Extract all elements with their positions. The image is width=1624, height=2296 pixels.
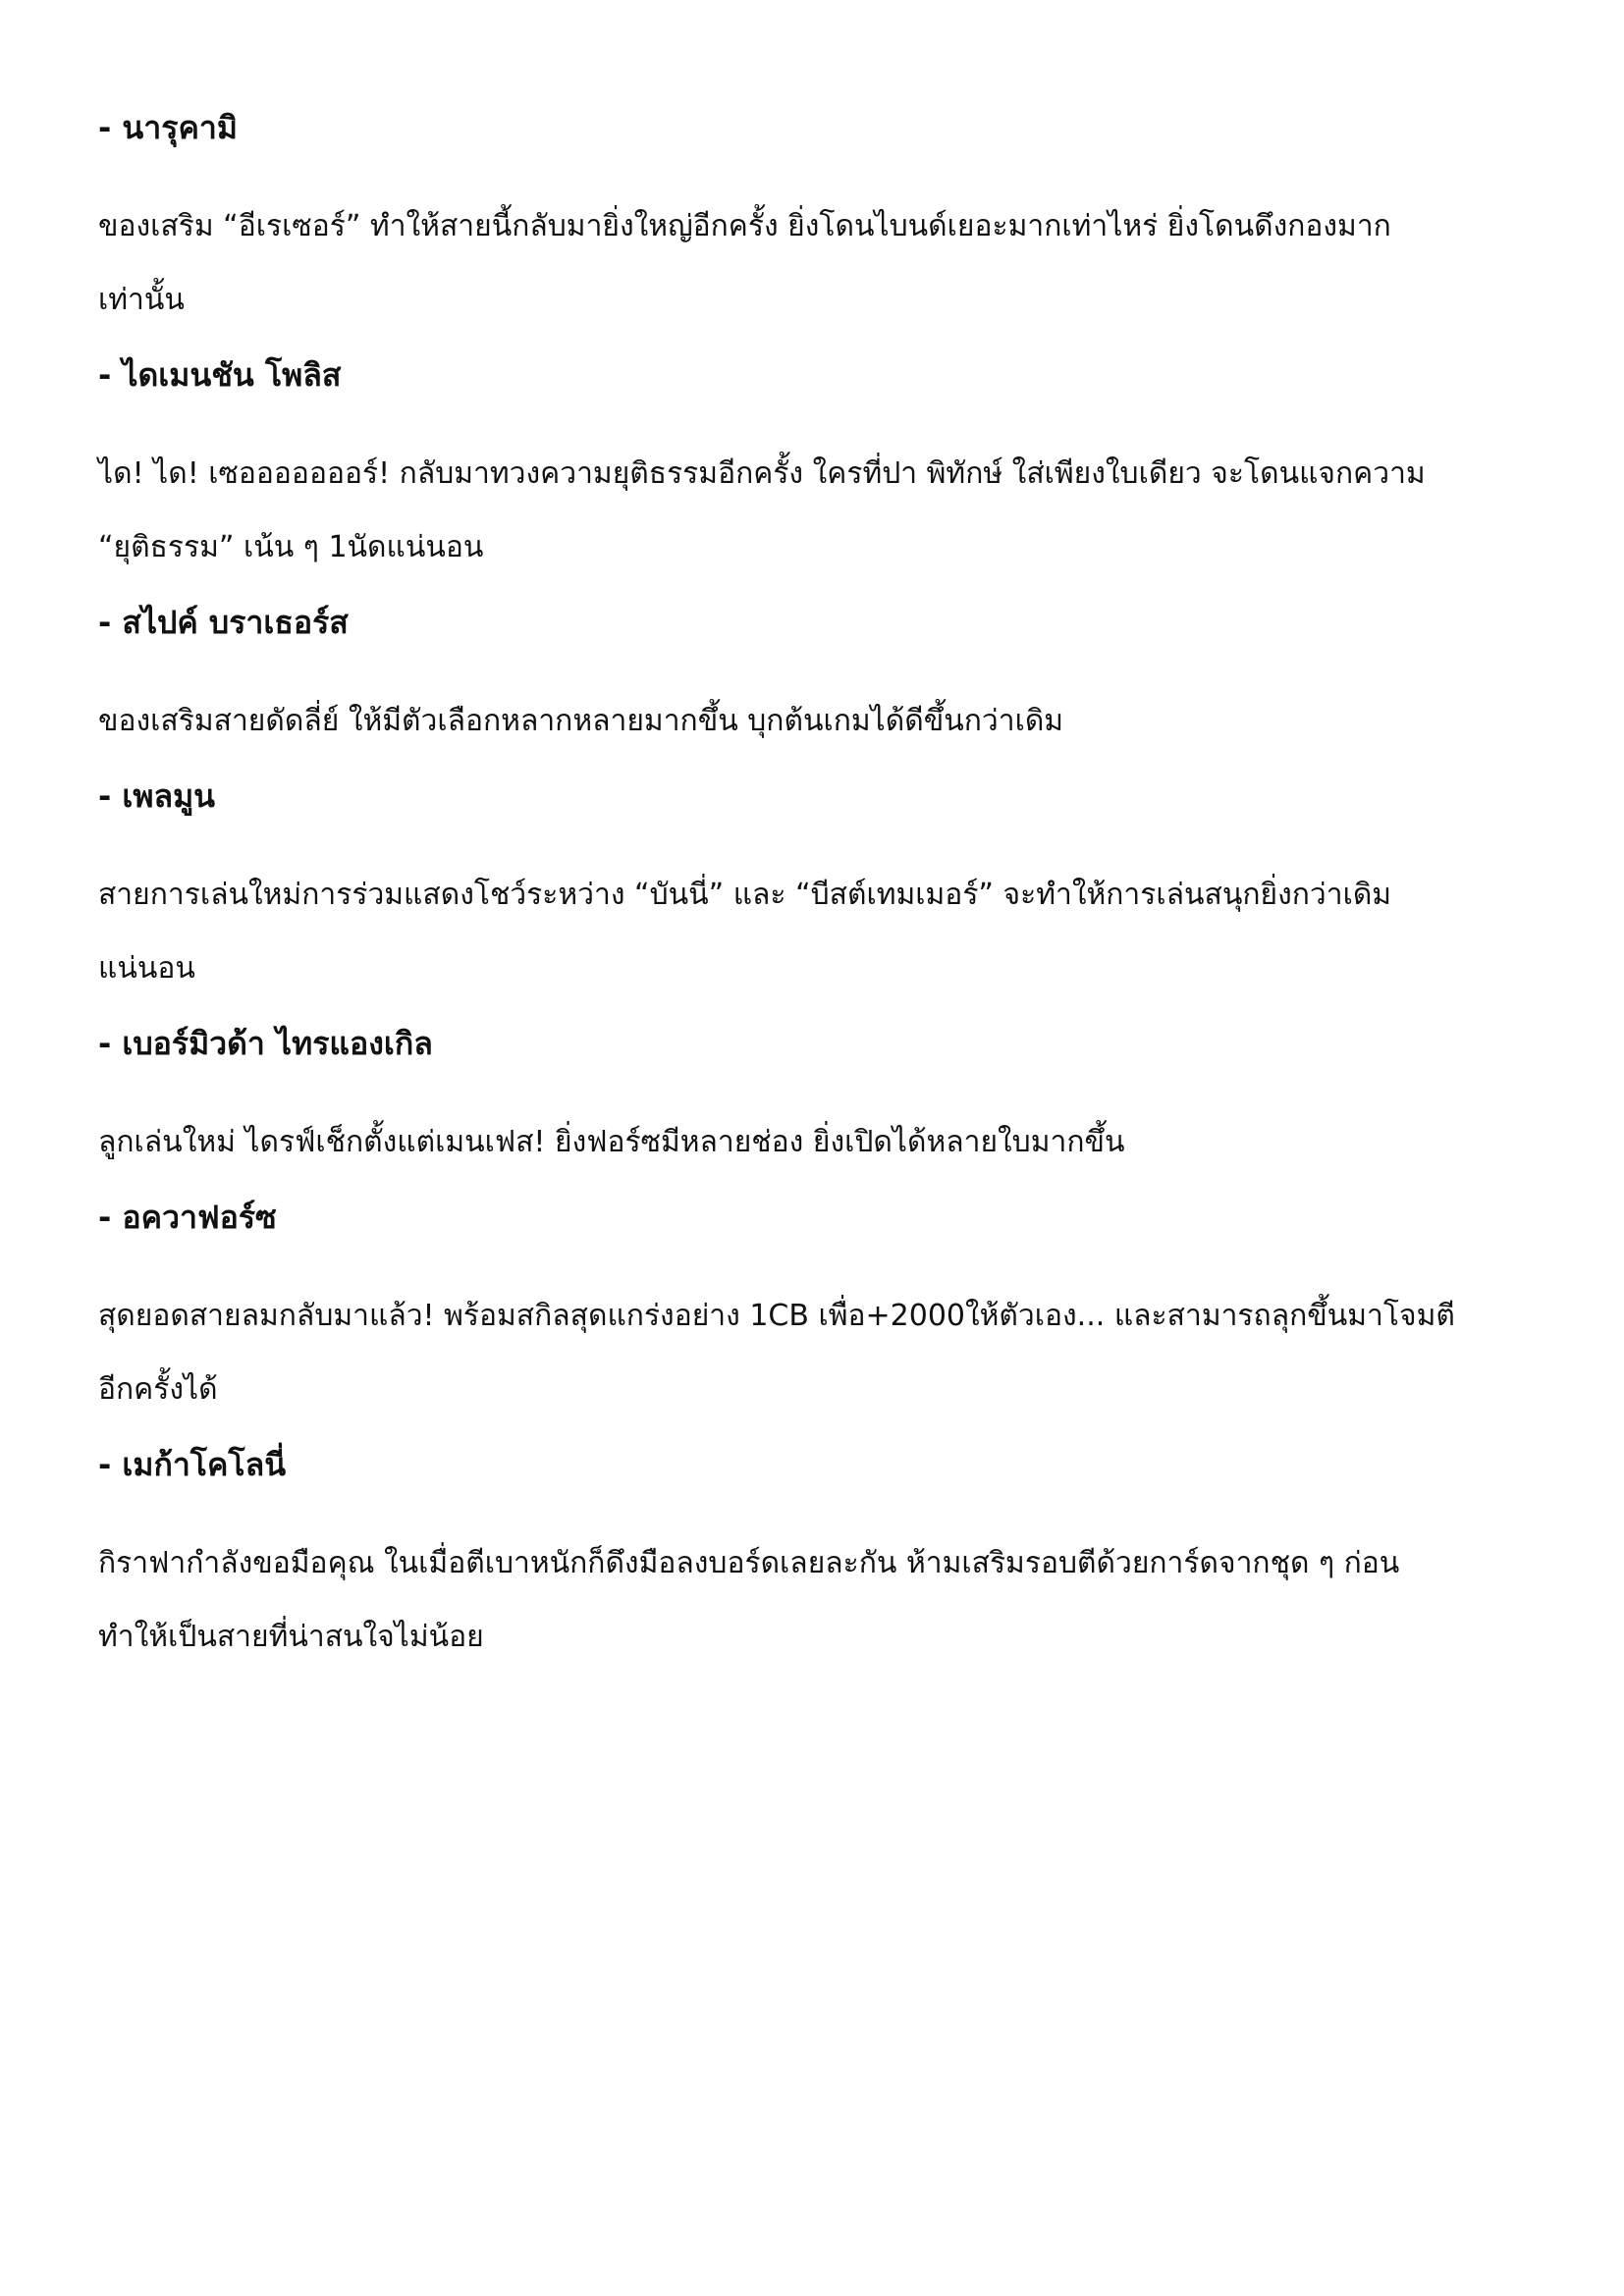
entry-description (98, 858, 1542, 1005)
entry-heading: - เพลมูน (98, 777, 216, 815)
entry-heading: - ไดเมนชัน โพลิส (98, 356, 342, 394)
entry-bermuda-triangle (98, 1019, 1542, 1179)
entry-heading: - สไปค์ บราเธอร์ส (98, 604, 349, 641)
entry-dimension-police (98, 350, 1542, 584)
entry-description (98, 684, 1542, 758)
description-line: เท่านั้น (98, 283, 185, 317)
document-page (98, 103, 1542, 1687)
entry-heading: - นารุคามิ (98, 109, 238, 146)
description-line: “ยุติธรรม” เน้น ๆ 1นัดแน่นอน (98, 530, 484, 564)
description-line: ทำให้เป็นสายที่น่าสนใจไม่น้อย (98, 1620, 484, 1654)
entry-description (98, 189, 1542, 337)
entry-description (98, 1526, 1542, 1674)
description-line: ลูกเล่นใหม่ ไดรฟ์เช็กตั้งแต่เมนเฟส! ยิ่งฟอร์ซมีหลายช่อง ยิ่งเปิดได้หลายใบมากขึ้น (98, 1125, 1125, 1159)
description-line: ได! ได! เซอออออออร์! กลับมาทวงความยุติธรรมอีกครั้ง ใครที่ปา พิทักษ์ ใส่เพียงใบเดียว จะโดนแจกความ (98, 456, 1426, 491)
entry-description (98, 437, 1542, 584)
description-line: แน่นอน (98, 951, 195, 986)
entry-megacolony (98, 1440, 1542, 1674)
entry-narukami (98, 103, 1542, 337)
description-line: ของเสริม “อีเรเซอร์” ทำให้สายนี้กลับมายิ่งใหญ่อีกครั้ง ยิ่งโดนไบนด์เยอะมากเท่าไหร่ ยิ่งโดนดึงกองมาก (98, 209, 1391, 243)
description-line: สุดยอดสายลมกลับมาแล้ว! พร้อมสกิลสุดแกร่งอย่าง 1CB เพื่อ+2000ให้ตัวเอง... และสามารถลุกขึ้นมาโจมตี (98, 1299, 1455, 1333)
entry-spike-brothers (98, 598, 1542, 758)
entry-aqua-force (98, 1193, 1542, 1426)
entry-heading: - เบอร์มิวด้า ไทรแองเกิล (98, 1025, 433, 1062)
entry-heading: - อควาฟอร์ซ (98, 1199, 277, 1236)
entry-description (98, 1279, 1542, 1426)
entry-heading: - เมก้าโคโลนี่ (98, 1446, 287, 1483)
description-line: กิราฟากำลังขอมือคุณ ในเมื่อตีเบาหนักก็ดึงมือลงบอร์ดเลยละกัน ห้ามเสริมรอบตีด้วยการ์ดจากชุด ๆ ก่อน (98, 1546, 1400, 1580)
entry-description (98, 1105, 1542, 1179)
description-line: อีกครั้งได้ (98, 1372, 218, 1407)
description-line: สายการเล่นใหม่การร่วมแสดงโชว์ระหว่าง “บันนี่” และ “บีสต์เทมเมอร์” จะทำให้การเล่นสนุกยิ่งกว่าเดิม (98, 878, 1392, 912)
entry-pale-moon (98, 772, 1542, 1005)
description-line: ของเสริมสายดัดลี่ย์ ให้มีตัวเลือกหลากหลายมากขึ้น บุกต้นเกมได้ดีขึ้นกว่าเดิม (98, 704, 1064, 738)
